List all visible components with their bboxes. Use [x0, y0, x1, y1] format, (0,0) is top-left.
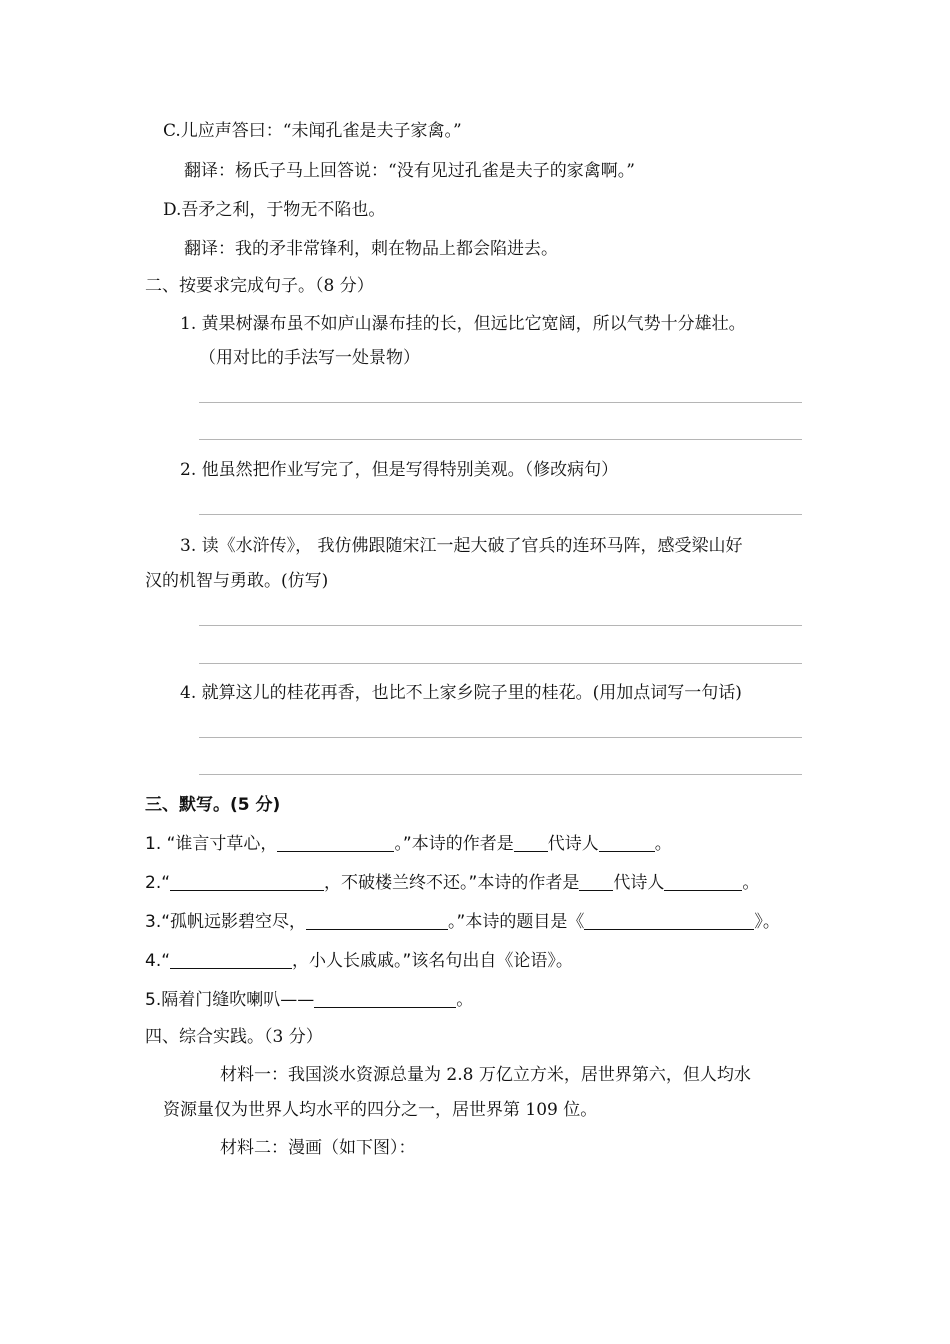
fill-blank[interactable] — [514, 835, 548, 852]
material-2-text: 材料二：漫画（如下图）： — [220, 1138, 416, 1158]
fill-blank[interactable] — [314, 991, 456, 1008]
fill-blank[interactable] — [277, 835, 394, 852]
fill-blank[interactable] — [579, 874, 613, 891]
question-3-1 — [145, 833, 672, 855]
question-3-2 — [145, 872, 759, 894]
q3-1-text-a: 1. “谁言寸草心， — [145, 834, 278, 854]
question-2-3-text: 3. 读《水浒传》， 我仿佛跟随宋江一起大破了官兵的连环马阵，感受梁山好 — [180, 536, 743, 556]
answer-line[interactable] — [199, 737, 802, 738]
q3-3-text-a: 3.“孤帆远影碧空尽， — [145, 912, 307, 932]
material-1-text: 材料一：我国淡水资源总量为 2.8 万亿立方米，居世界第六，但人均水 — [220, 1065, 751, 1085]
q3-2-text-c: 代诗人 — [613, 873, 665, 893]
q3-1-text-c: 代诗人 — [547, 834, 599, 854]
q3-4-text-a: 4.“ — [145, 951, 171, 971]
q3-3-text-c: 》。 — [754, 912, 780, 932]
material-1-text-cont: 资源量仅为世界人均水平的四分之一，居世界第 109 位。 — [163, 1100, 598, 1120]
q3-3-text-b: 。”本诗的题目是《 — [448, 912, 585, 932]
fill-blank[interactable] — [584, 913, 754, 930]
question-2-2-text: 2. 他虽然把作业写完了，但是写得特别美观。（修改病句） — [180, 460, 619, 480]
question-2-1-text: 1. 黄果树瀑布虽不如庐山瀑布挂的长，但远比它宽阔，所以气势十分雄壮。 — [180, 314, 746, 334]
answer-line[interactable] — [199, 663, 802, 664]
section-4-heading: 四、综合实践。（3 分） — [145, 1027, 323, 1047]
q3-2-text-b: ，不破楼兰终不还。”本诗的作者是 — [324, 873, 580, 893]
fill-blank[interactable] — [599, 835, 655, 852]
q3-2-text-d: 。 — [742, 873, 760, 893]
answer-line[interactable] — [199, 625, 802, 626]
question-2-3-text-cont: 汉的机智与勇敢。(仿写) — [145, 571, 329, 591]
option-c-translation: 翻译：杨氏子马上回答说：“没有见过孔雀是夫子的家禽啊。” — [184, 161, 635, 181]
answer-line[interactable] — [199, 402, 802, 403]
answer-line[interactable] — [199, 514, 802, 515]
q3-1-text-b: 。”本诗的作者是 — [394, 834, 514, 854]
question-3-5 — [145, 989, 473, 1011]
section-3-heading: 三、默写。(5 分) — [145, 795, 281, 815]
answer-line[interactable] — [199, 774, 802, 775]
q3-1-text-d: 。 — [654, 834, 672, 854]
fill-blank[interactable] — [170, 952, 292, 969]
option-c-sentence: C.儿应声答曰：“未闻孔雀是夫子家禽。” — [163, 121, 462, 141]
fill-blank[interactable] — [170, 874, 324, 891]
question-3-4 — [145, 950, 573, 972]
option-d-sentence: D.吾矛之利，于物无不陷也。 — [163, 200, 386, 220]
q3-5-text-a: 5.隔着门缝吹喇叭—— — [145, 990, 315, 1010]
q3-2-text-a: 2.“ — [145, 873, 171, 893]
option-d-translation: 翻译：我的矛非常锋利，刺在物品上都会陷进去。 — [184, 239, 558, 259]
fill-blank[interactable] — [306, 913, 448, 930]
fill-blank[interactable] — [664, 874, 742, 891]
section-2-heading: 二、按要求完成句子。（8 分） — [145, 276, 374, 296]
question-2-4-text: 4. 就算这儿的桂花再香，也比不上家乡院子里的桂花。(用加点词写一句话) — [180, 683, 742, 703]
q3-5-text-b: 。 — [456, 990, 474, 1010]
q3-4-text-b: ，小人长戚戚。”该名句出自《论语》。 — [292, 951, 573, 971]
answer-line[interactable] — [199, 439, 802, 440]
question-3-3 — [145, 911, 780, 933]
question-2-1-requirement: （用对比的手法写一处景物） — [199, 348, 420, 368]
